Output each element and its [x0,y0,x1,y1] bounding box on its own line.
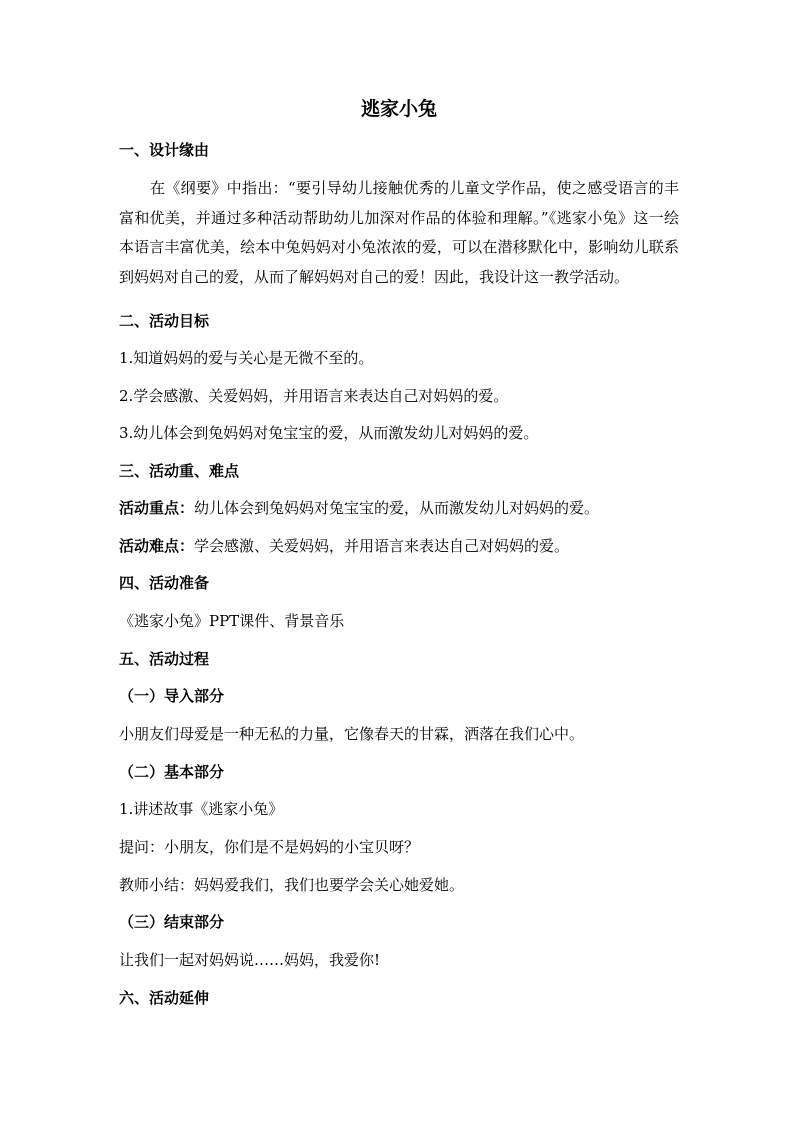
objective-item-1: 1.知道妈妈的爱与关心是无微不至的。 [119,349,374,367]
key-point-text: 幼儿体会到兔妈妈对兔宝宝的爱，从而激发幼儿对妈妈的爱。 [194,499,600,517]
difficulty-text: 学会感激、关爱妈妈，并用语言来表达自己对妈妈的爱。 [194,537,570,555]
objective-item-2: 2.学会感激、关爱妈妈，并用语言来表达自己对妈妈的爱。 [119,387,509,405]
basic-question: 提问：小朋友，你们是不是妈妈的小宝贝呀？ [119,838,420,856]
section-heading-key-points: 三、活动重、难点 [119,462,240,480]
difficulty-label: 活动难点： [119,537,195,555]
preparation-text: 《逃家小兔》PPT课件、背景音乐 [119,612,345,630]
basic-item-1: 1.讲述故事《逃家小兔》 [119,800,284,818]
section-heading-design-reason: 一、设计缘由 [119,141,210,159]
basic-summary: 教师小结：妈妈爱我们，我们也要学会关心她爱她。 [119,876,465,894]
key-point-label: 活动重点： [119,499,195,517]
ending-text: 让我们一起对妈妈说……妈妈，我爱你! [119,951,381,969]
intro-text: 小朋友们母爱是一种无私的力量，它像春天的甘霖，洒落在我们心中。 [119,725,585,743]
section-heading-process: 五、活动过程 [119,650,210,668]
document-title: 逃家小兔 [360,98,437,120]
difficulty-line [119,535,679,557]
subsection-heading-ending: （三）结束部分 [119,913,225,931]
design-reason-paragraph: 在《纲要》中指出：“要引导幼儿接触优秀的儿童文学作品，使之感受语言的丰富和优美，并通过多种活动帮助幼儿加深对作品的体验和理解。”《逃家小兔》这一绘本语言丰富优美，绘本中兔妈妈对小兔浓浓的爱，可以在潜移默化中，影响幼儿联系到妈妈对自己的爱，从而了解妈妈对自己的爱！因此，我设计这一教学活动。 [119,179,679,286]
section-heading-objectives: 二、活动目标 [119,312,210,330]
objective-item-3: 3.幼儿体会到兔妈妈对兔宝宝的爱，从而激发幼儿对妈妈的爱。 [119,424,539,442]
section-heading-extension: 六、活动延伸 [119,989,210,1007]
subsection-heading-basic: （二）基本部分 [119,763,225,781]
section-heading-preparation: 四、活动准备 [119,574,210,592]
subsection-heading-intro: （一）导入部分 [119,687,225,705]
key-point-line [119,497,679,519]
